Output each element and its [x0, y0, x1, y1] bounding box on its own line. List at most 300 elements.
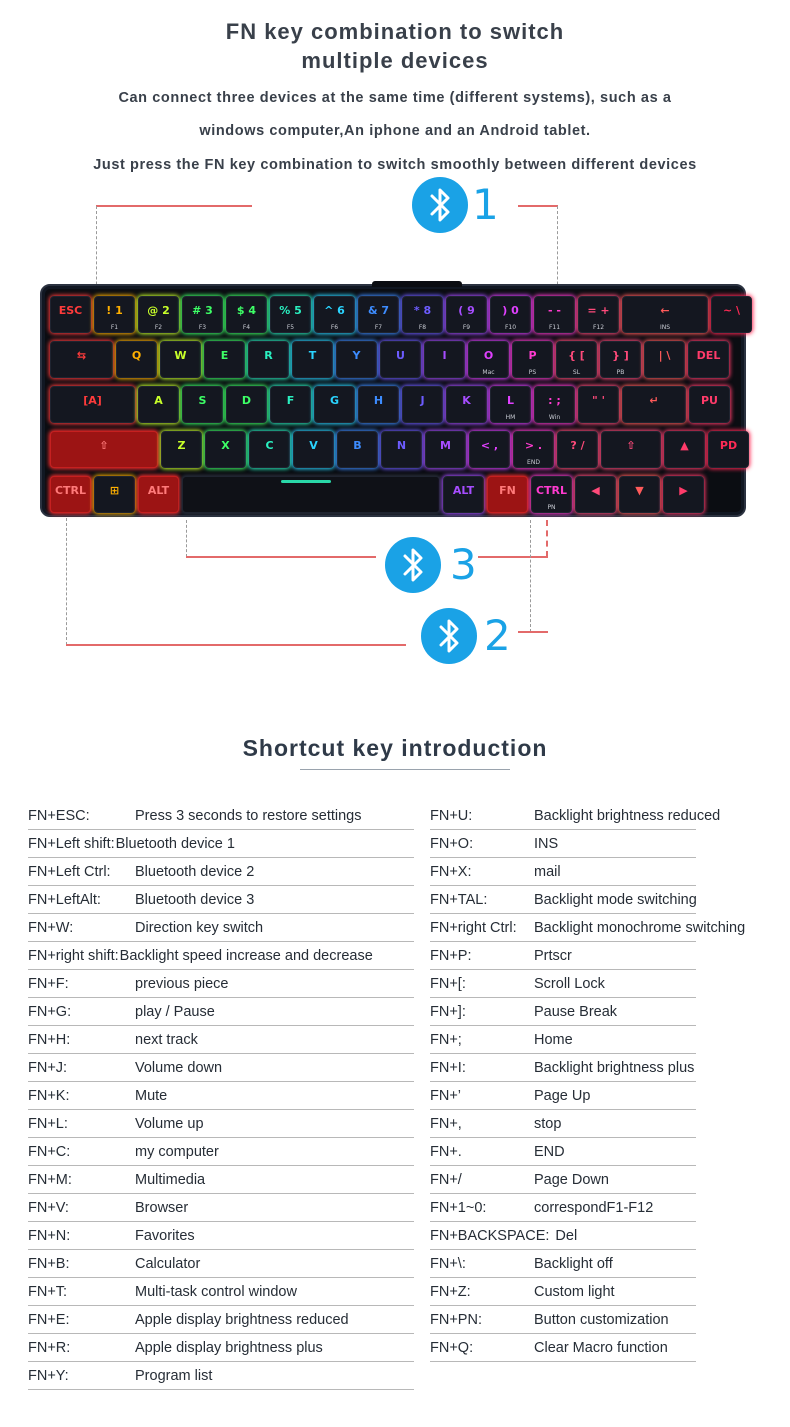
key-label: J — [420, 394, 425, 407]
shortcut-row — [28, 886, 414, 914]
shortcut-description: Direction key switch — [135, 920, 264, 936]
shortcut-row — [430, 914, 746, 942]
shortcut-description: Backlight speed increase and decrease — [119, 948, 373, 964]
shortcut-description: Apple display brightness plus — [135, 1340, 323, 1356]
key-label: ESC — [58, 304, 83, 317]
shortcut-row — [430, 1278, 696, 1306]
key-sublabel: F4 — [242, 324, 251, 331]
key-label: V — [309, 439, 318, 452]
key-row5-8 — [619, 476, 660, 513]
key-sublabel: F12 — [592, 324, 605, 331]
keyboard-illustration — [0, 180, 790, 680]
key-row5-1 — [94, 476, 135, 513]
shortcut-key: FN+R: — [28, 1340, 71, 1356]
key-label: O — [483, 349, 494, 362]
key-sublabel: F6 — [330, 324, 339, 331]
shortcut-description: Multimedia — [135, 1172, 206, 1188]
key-label: PD — [719, 439, 738, 452]
shortcut-description: Favorites — [135, 1228, 195, 1244]
key-row1-2 — [138, 296, 179, 333]
shortcut-key: FN+O: — [430, 836, 474, 852]
key-row1-6 — [314, 296, 355, 333]
shortcut-description: play / Pause — [135, 1004, 215, 1020]
shortcut-row — [430, 886, 696, 914]
shortcut-row — [28, 1110, 414, 1138]
key-label: H — [373, 394, 384, 407]
key-sublabel: PN — [547, 504, 556, 511]
key-row2-0 — [50, 341, 113, 378]
bluetooth-badge-2 — [421, 608, 477, 664]
key-sublabel: INS — [659, 324, 671, 331]
shortcut-row — [430, 1054, 696, 1082]
key-row1-13 — [622, 296, 708, 333]
shortcut-description: Bluetooth device 2 — [135, 864, 255, 880]
key-label: L — [506, 394, 514, 407]
key-row1-9 — [446, 296, 487, 333]
key-label: ! 1 — [106, 304, 123, 317]
key-row5-6 — [531, 476, 572, 513]
key-row2-6 — [336, 341, 377, 378]
shortcut-key: FN+H: — [28, 1032, 71, 1048]
key-label: Q — [131, 349, 142, 362]
shortcut-description: mail — [534, 864, 561, 880]
shortcut-description: Backlight brightness reduced — [534, 808, 721, 824]
key-row3-9 — [490, 386, 531, 423]
key-sublabel: F8 — [418, 324, 427, 331]
shortcut-row — [28, 1334, 414, 1362]
key-label: ⇧ — [99, 439, 109, 452]
shortcut-description: Volume down — [135, 1060, 223, 1076]
shortcut-key: FN+L: — [28, 1116, 68, 1132]
device-number-3: 3 — [450, 540, 477, 589]
shortcut-description: Bluetooth device 3 — [135, 892, 255, 908]
shortcut-row — [430, 1026, 696, 1054]
shortcut-description: correspondF1-F12 — [534, 1200, 654, 1216]
shortcut-key: FN+C: — [28, 1144, 71, 1160]
key-label: ↵ — [649, 394, 659, 407]
shortcut-description: Multi-task control window — [135, 1284, 297, 1300]
key-sublabel: PB — [616, 369, 625, 376]
key-sublabel: Win — [548, 414, 561, 421]
key-row3-3 — [226, 386, 267, 423]
shortcut-row — [430, 942, 696, 970]
dashed-guide-2-left — [66, 518, 67, 645]
shortcut-row — [28, 1082, 414, 1110]
shortcut-description: Backlight off — [534, 1256, 613, 1272]
key-sublabel: Mac — [482, 369, 495, 376]
shortcut-key: FN+T: — [28, 1284, 68, 1300]
shortcut-key: FN+right Ctrl: — [430, 920, 517, 936]
shortcut-key: FN+PN: — [430, 1312, 482, 1328]
shortcut-key: FN+G: — [28, 1004, 72, 1020]
key-sublabel: SL — [572, 369, 581, 376]
key-label: @ 2 — [147, 304, 170, 317]
key-label: ALT — [452, 484, 475, 497]
key-row3-13 — [689, 386, 730, 423]
shortcut-row — [430, 802, 721, 830]
shortcut-description: Clear Macro function — [534, 1340, 668, 1356]
shortcut-key: FN+1~0: — [430, 1200, 487, 1216]
shortcut-row — [28, 998, 414, 1026]
shortcut-description: Program list — [135, 1368, 213, 1384]
shortcut-row — [28, 1278, 414, 1306]
shortcut-row — [28, 1250, 414, 1278]
key-label: } ] — [612, 349, 629, 362]
key-row5-2 — [138, 476, 179, 513]
shortcut-description: Custom light — [534, 1284, 615, 1300]
shortcut-row — [430, 970, 696, 998]
key-label: ^ 6 — [324, 304, 345, 317]
shortcut-key: FN+W: — [28, 920, 74, 936]
shortcut-row — [430, 1194, 696, 1222]
key-row3-7 — [402, 386, 443, 423]
shortcut-description: Scroll Lock — [534, 976, 605, 992]
bluetooth-badge-3 — [385, 537, 441, 593]
key-row1-3 — [182, 296, 223, 333]
shortcut-description: Pause Break — [534, 1004, 618, 1020]
key-row2-13 — [644, 341, 685, 378]
shortcut-row — [430, 830, 696, 858]
key-sublabel: F2 — [154, 324, 163, 331]
shortcut-row — [430, 1082, 696, 1110]
key-row5-5 — [487, 476, 528, 513]
shortcut-description: next track — [135, 1032, 198, 1048]
shortcut-key: FN+; — [430, 1032, 462, 1048]
key-label: ⊞ — [109, 484, 120, 497]
shortcut-description: Page Down — [534, 1172, 609, 1188]
key-label: Y — [352, 349, 361, 362]
key-label: { [ — [568, 349, 585, 362]
shortcut-key: FN+. — [430, 1144, 462, 1160]
key-label: FN — [499, 484, 516, 497]
key-label: G — [329, 394, 340, 407]
shortcut-key: FN+, — [430, 1116, 462, 1132]
shortcut-key: FN+’ — [430, 1088, 462, 1104]
key-row4-11 — [601, 431, 661, 468]
connector-line-2-right — [518, 631, 548, 633]
key-row3-5 — [314, 386, 355, 423]
title-line-1: FN key combination to switch — [225, 19, 565, 44]
shortcut-heading: Shortcut key introduction — [242, 735, 548, 761]
shortcut-key: FN+N: — [28, 1228, 71, 1244]
shortcut-key: FN+TAL: — [430, 892, 488, 908]
shortcut-key: FN+K: — [28, 1088, 70, 1104]
key-row3-8 — [446, 386, 487, 423]
shortcut-row — [430, 858, 696, 886]
key-row4-1 — [161, 431, 202, 468]
title-line-2: multiple devices — [301, 48, 489, 73]
key-row1-0 — [50, 296, 91, 333]
shortcut-key: FN+P: — [430, 948, 472, 964]
dashed-guide-3-right — [546, 520, 548, 557]
shortcut-key: FN+U: — [430, 808, 473, 824]
shortcut-description: Press 3 seconds to restore settings — [135, 808, 362, 824]
key-label: % 5 — [279, 304, 302, 317]
shortcut-row — [28, 1194, 414, 1222]
key-row2-9 — [468, 341, 509, 378]
key-row1-4 — [226, 296, 267, 333]
shortcut-description: Apple display brightness reduced — [135, 1312, 349, 1328]
key-label: > . — [524, 439, 543, 452]
key-row2-11 — [556, 341, 597, 378]
key-label: - - — [548, 304, 561, 317]
bluetooth-badge-1 — [412, 177, 468, 233]
key-row4-13 — [708, 431, 749, 468]
key-label: K — [462, 394, 471, 407]
key-row4-4 — [293, 431, 334, 468]
shortcut-description: Backlight brightness plus — [534, 1060, 695, 1076]
shortcut-description: END — [534, 1144, 565, 1160]
connector-line-1-right — [518, 205, 558, 207]
intro-line-1: Can connect three devices at the same time (different systems), such as a — [118, 90, 672, 106]
key-label: # 3 — [192, 304, 213, 317]
key-label: F — [286, 394, 295, 407]
shortcut-row — [28, 1026, 414, 1054]
shortcut-key: FN+ESC: — [28, 808, 90, 824]
key-row5-9 — [663, 476, 704, 513]
key-row2-8 — [424, 341, 465, 378]
key-label: W — [174, 349, 187, 362]
shortcut-key: FN+X: — [430, 864, 472, 880]
spacebar-light — [281, 480, 331, 483]
shortcut-row — [430, 1306, 696, 1334]
key-label: ⇆ — [76, 349, 87, 362]
shortcut-key: FN+M: — [28, 1172, 72, 1188]
key-label: S — [198, 394, 207, 407]
shortcut-description: Prtscr — [534, 948, 572, 964]
shortcut-description: Backlight mode switching — [534, 892, 697, 908]
key-label: : ; — [548, 394, 561, 407]
key-row4-7 — [425, 431, 466, 468]
shortcut-key: FN+B: — [28, 1256, 70, 1272]
key-row2-7 — [380, 341, 421, 378]
key-sublabel: F7 — [374, 324, 383, 331]
shortcut-row — [430, 1250, 696, 1278]
connector-line-3-left — [186, 556, 376, 558]
key-row3-12 — [622, 386, 686, 423]
key-row4-9 — [513, 431, 554, 468]
intro-line-3: Just press the FN key combination to switch smoothly between different devices — [93, 157, 697, 173]
key-row2-3 — [204, 341, 245, 378]
shortcut-description: Del — [555, 1228, 578, 1244]
key-label: & 7 — [367, 304, 390, 317]
key-label: = + — [587, 304, 610, 317]
key-row4-6 — [381, 431, 422, 468]
key-label: N — [396, 439, 407, 452]
shortcut-row — [28, 970, 414, 998]
shortcut-key: FN+]: — [430, 1004, 466, 1020]
dashed-guide-3-left — [186, 520, 187, 557]
shortcut-row — [28, 858, 414, 886]
key-label: [A] — [83, 394, 102, 407]
key-sublabel: PS — [528, 369, 537, 376]
key-label: P — [528, 349, 537, 362]
shortcut-key: FN+Left shift: — [28, 836, 115, 852]
key-label: " ' — [592, 394, 605, 407]
key-label: D — [241, 394, 252, 407]
shortcut-description: Browser — [135, 1200, 189, 1216]
key-row2-12 — [600, 341, 641, 378]
shortcut-key: FN+E: — [28, 1312, 70, 1328]
key-label: PU — [701, 394, 718, 407]
key-label: U — [396, 349, 405, 362]
shortcut-key: FN+[: — [430, 976, 466, 992]
key-label: ~ \ — [722, 304, 741, 317]
key-row1-14 — [711, 296, 752, 333]
shortcut-key: FN+/ — [430, 1172, 462, 1188]
shortcut-row — [430, 998, 696, 1026]
shortcut-description: my computer — [135, 1144, 219, 1160]
shortcut-row — [28, 830, 414, 858]
shortcut-row — [28, 1054, 414, 1082]
connector-line-1-left — [96, 205, 252, 207]
key-label: * 8 — [413, 304, 432, 317]
connector-line-2-left — [66, 644, 406, 646]
shortcut-list-left — [28, 802, 414, 1390]
key-label: X — [221, 439, 230, 452]
key-row4-5 — [337, 431, 378, 468]
shortcut-key: FN+J: — [28, 1060, 68, 1076]
key-row2-1 — [116, 341, 157, 378]
key-row3-6 — [358, 386, 399, 423]
shortcut-key: FN+F: — [28, 976, 69, 992]
shortcut-row — [28, 1306, 414, 1334]
device-number-1: 1 — [472, 180, 499, 229]
key-label: T — [308, 349, 317, 362]
key-row5-7 — [575, 476, 616, 513]
shortcut-row — [28, 1362, 414, 1390]
shortcut-key: FN+Z: — [430, 1284, 471, 1300]
key-label: M — [440, 439, 451, 452]
key-label: B — [353, 439, 362, 452]
shortcut-row — [28, 1138, 414, 1166]
shortcut-key: FN+V: — [28, 1200, 69, 1216]
key-row4-3 — [249, 431, 290, 468]
key-row2-2 — [160, 341, 201, 378]
key-label: ( 9 — [458, 304, 475, 317]
page-title — [0, 17, 790, 75]
key-label: Z — [177, 439, 186, 452]
key-label: CTRL — [535, 484, 568, 497]
key-label: ) 0 — [502, 304, 519, 317]
device-number-2: 2 — [484, 611, 511, 660]
shortcut-description: stop — [534, 1116, 562, 1132]
key-label: ALT — [147, 484, 170, 497]
key-row3-4 — [270, 386, 311, 423]
shortcut-key: FN+I: — [430, 1060, 466, 1076]
key-row1-1 — [94, 296, 135, 333]
key-row1-8 — [402, 296, 443, 333]
key-sublabel: F3 — [198, 324, 207, 331]
key-label: C — [265, 439, 274, 452]
shortcut-description: Volume up — [135, 1116, 204, 1132]
key-label: ◀ — [591, 484, 600, 497]
key-row5-3 — [182, 476, 440, 513]
shortcut-row — [430, 1334, 696, 1362]
key-label: | \ — [658, 349, 671, 362]
key-row3-0 — [50, 386, 135, 423]
shortcut-description: INS — [534, 836, 559, 852]
shortcut-row — [430, 1110, 696, 1138]
connector-line-3-right — [478, 556, 548, 558]
key-label: CTRL — [54, 484, 87, 497]
key-label: < , — [480, 439, 499, 452]
shortcut-row — [28, 802, 414, 830]
key-row5-4 — [443, 476, 484, 513]
key-label: A — [154, 394, 163, 407]
key-row4-2 — [205, 431, 246, 468]
key-row3-11 — [578, 386, 619, 423]
shortcut-description: Button customization — [534, 1312, 669, 1328]
key-row4-0 — [50, 431, 158, 468]
key-label: ← — [660, 304, 670, 317]
key-label: DEL — [696, 349, 721, 362]
shortcut-row — [430, 1138, 696, 1166]
shortcut-key: FN+Left Ctrl: — [28, 864, 111, 880]
shortcut-description: Bluetooth device 1 — [115, 836, 235, 852]
key-row5-0 — [50, 476, 91, 513]
shortcut-row — [430, 1222, 696, 1250]
key-row4-10 — [557, 431, 598, 468]
dashed-guide-2-right — [530, 520, 531, 632]
key-label: R — [264, 349, 273, 362]
keyboard — [40, 284, 746, 517]
key-row2-10 — [512, 341, 553, 378]
key-row1-11 — [534, 296, 575, 333]
shortcut-key: FN+Y: — [28, 1368, 69, 1384]
shortcut-row — [28, 1166, 414, 1194]
shortcut-key: FN+Q: — [430, 1340, 474, 1356]
key-row1-12 — [578, 296, 619, 333]
key-sublabel: F10 — [504, 324, 517, 331]
shortcut-description: Backlight monochrome switching — [534, 920, 746, 936]
key-row3-10 — [534, 386, 575, 423]
shortcut-key: FN+right shift: — [28, 948, 119, 964]
intro-line-2: windows computer,An iphone and an Android tablet. — [199, 123, 591, 139]
key-row1-10 — [490, 296, 531, 333]
shortcut-description: Mute — [135, 1088, 168, 1104]
shortcut-key: FN+BACKSPACE: — [430, 1228, 550, 1244]
shortcut-row — [28, 1222, 414, 1250]
key-label: ⇧ — [626, 439, 636, 452]
key-label: ? / — [570, 439, 585, 452]
bluetooth-icon — [385, 537, 441, 593]
shortcut-description: Calculator — [135, 1256, 201, 1272]
key-sublabel: F11 — [548, 324, 561, 331]
shortcut-key: FN+LeftAlt: — [28, 892, 101, 908]
shortcut-key: FN+\: — [430, 1256, 466, 1272]
shortcut-row — [430, 1166, 696, 1194]
key-label: E — [220, 349, 229, 362]
key-row1-5 — [270, 296, 311, 333]
bluetooth-icon — [412, 177, 468, 233]
key-sublabel: F9 — [462, 324, 471, 331]
key-row2-14 — [688, 341, 729, 378]
shortcut-description: previous piece — [135, 976, 229, 992]
key-label: $ 4 — [236, 304, 257, 317]
bluetooth-icon — [421, 608, 477, 664]
shortcut-description: Home — [534, 1032, 573, 1048]
shortcut-description: Page Up — [534, 1088, 591, 1104]
key-row2-4 — [248, 341, 289, 378]
key-sublabel: F1 — [110, 324, 119, 331]
key-row2-5 — [292, 341, 333, 378]
heading-underline — [300, 769, 510, 770]
key-row3-2 — [182, 386, 223, 423]
key-row4-12 — [664, 431, 705, 468]
key-label: ▼ — [635, 484, 644, 497]
key-label: ▶ — [679, 484, 688, 497]
